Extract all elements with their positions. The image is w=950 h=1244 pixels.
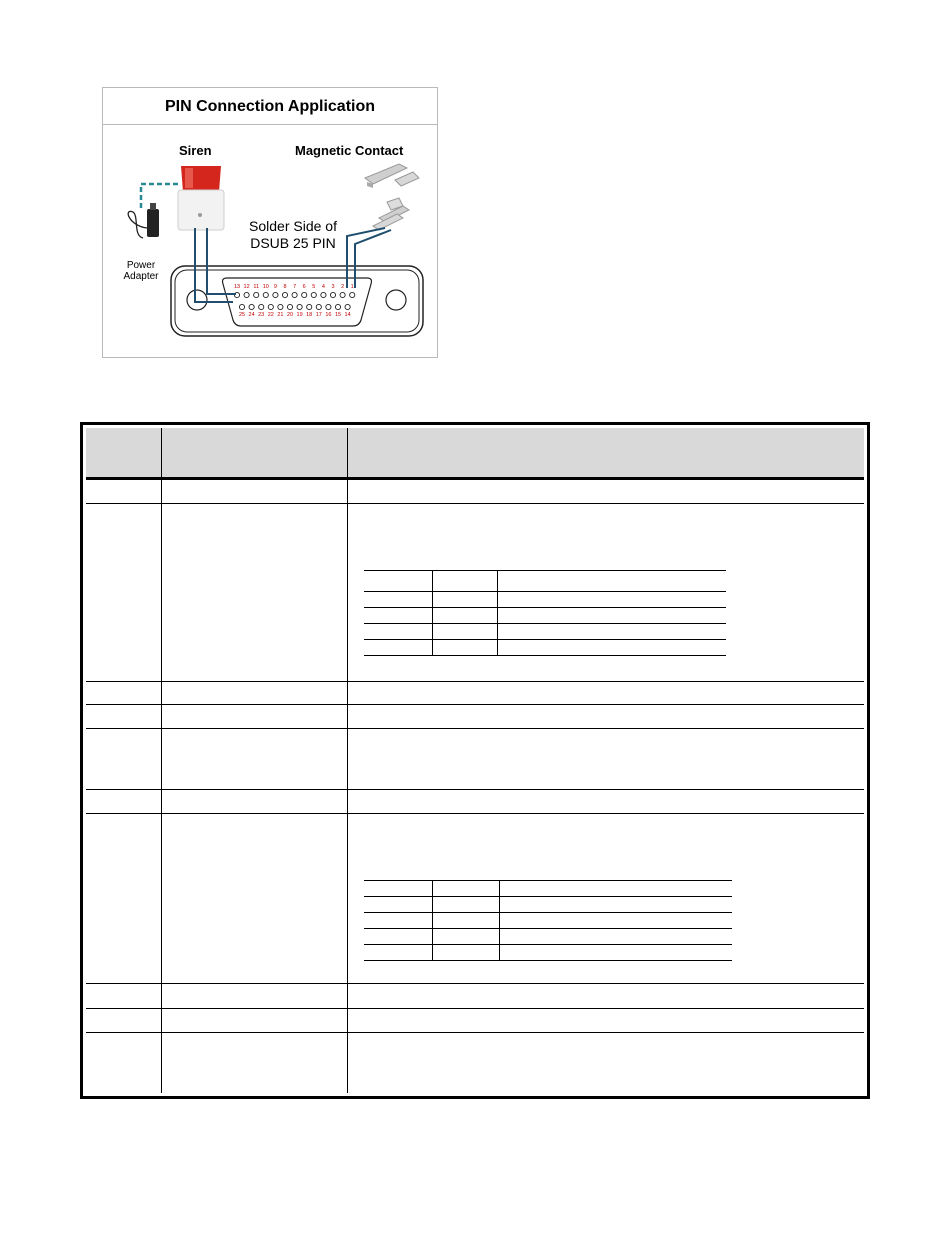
row-divider (86, 1032, 864, 1033)
pin-number-bottom: 18 (306, 312, 313, 318)
pin-9 (273, 292, 278, 297)
subtable-1-column (432, 570, 433, 655)
pin-18 (307, 304, 312, 309)
subtable-1-column (497, 570, 498, 655)
pin-20 (287, 304, 292, 309)
pin-8 (282, 292, 287, 297)
pin-number-bottom: 22 (267, 312, 274, 318)
pin-12 (244, 292, 249, 297)
power-adapter-label: Power Adapter (123, 260, 159, 282)
pin-number-bottom: 20 (286, 312, 294, 318)
pin-number-top: 5 (312, 284, 316, 290)
row-divider (86, 1008, 864, 1009)
pin-number-bottom: 21 (277, 312, 284, 318)
pin-number-top: 4 (321, 284, 325, 290)
subtable-1-rule (364, 570, 726, 571)
row-divider (86, 704, 864, 705)
subtable-2-rule (364, 896, 732, 897)
row-divider (86, 681, 864, 682)
pin-connection-figure (102, 87, 438, 358)
pin-number-bottom: 17 (315, 312, 322, 318)
pin-2 (340, 292, 345, 297)
solder-side-label: Solder Side of DSUB 25 PIN (249, 218, 337, 251)
pin-16 (326, 304, 331, 309)
pin-definition-table (80, 422, 870, 1099)
pin-number-top: 6 (302, 284, 306, 290)
pin-number-top: 12 (243, 284, 250, 290)
pin-number-top: 7 (293, 284, 297, 290)
subtable-2-column (499, 880, 500, 960)
pin-number-top: 9 (273, 284, 277, 290)
figure-title: PIN Connection Application (103, 88, 437, 125)
pin-number-top: 11 (253, 284, 260, 290)
pin-24 (249, 304, 254, 309)
subtable-2-rule (364, 880, 732, 881)
pin-5 (311, 292, 316, 297)
pin-number-top: 2 (341, 284, 345, 290)
subtable-2-rule (364, 944, 732, 945)
pin-25 (239, 304, 244, 309)
pin-number-bottom: 19 (296, 312, 303, 318)
pin-number-bottom: 16 (325, 312, 332, 318)
pin-1 (350, 292, 355, 297)
subtable-2-rule (364, 928, 732, 929)
adapter-cable (141, 184, 179, 208)
row-divider (86, 789, 864, 790)
subtable-1-rule (364, 639, 726, 640)
mounting-hole-left (187, 290, 207, 310)
pin-number-bottom: 14 (344, 312, 351, 318)
subtable-1-rule (364, 655, 726, 656)
pin-number-bottom: 25 (238, 312, 246, 318)
mounting-hole-right (386, 290, 406, 310)
table-header-row (86, 428, 864, 477)
subtable-2-rule (364, 912, 732, 913)
pin-11 (254, 292, 259, 297)
subtable-1-rule (364, 623, 726, 624)
siren-icon (178, 166, 224, 230)
pin-number-bottom: 23 (258, 312, 265, 318)
pin-3 (330, 292, 335, 297)
subtable-1-rule (364, 591, 726, 592)
pin-number-bottom: 24 (248, 312, 255, 318)
pin-7 (292, 292, 297, 297)
row-divider (86, 813, 864, 814)
pin-6 (302, 292, 307, 297)
magnetic-contact-icon (365, 164, 419, 230)
subtable-1-rule (364, 607, 726, 608)
power-adapter-icon (128, 203, 159, 238)
pin-21 (278, 304, 283, 309)
pin-17 (316, 304, 321, 309)
pin-number-top: 3 (331, 284, 335, 290)
magnetic-contact-label: Magnetic Contact (295, 143, 404, 158)
pin-19 (297, 304, 302, 309)
pin-number-bottom: 15 (334, 312, 342, 318)
column-divider (161, 428, 162, 1093)
pin-number-top: 8 (283, 284, 287, 290)
pin-10 (263, 292, 268, 297)
pin-15 (335, 304, 340, 309)
pin-number-top: 13 (233, 284, 241, 290)
row-divider (86, 503, 864, 504)
pin-22 (268, 304, 273, 309)
header-rule (86, 477, 864, 480)
subtable-2-column (432, 880, 433, 960)
pin-number-top: 10 (262, 284, 269, 290)
pin-14 (345, 304, 350, 309)
subtable-2-rule (364, 960, 732, 961)
row-divider (86, 728, 864, 729)
siren-label: Siren (179, 143, 212, 158)
pin-4 (321, 292, 326, 297)
row-divider (86, 983, 864, 984)
pin-number-top: 1 (350, 284, 354, 290)
column-divider (347, 428, 348, 1093)
pin-23 (259, 304, 264, 309)
